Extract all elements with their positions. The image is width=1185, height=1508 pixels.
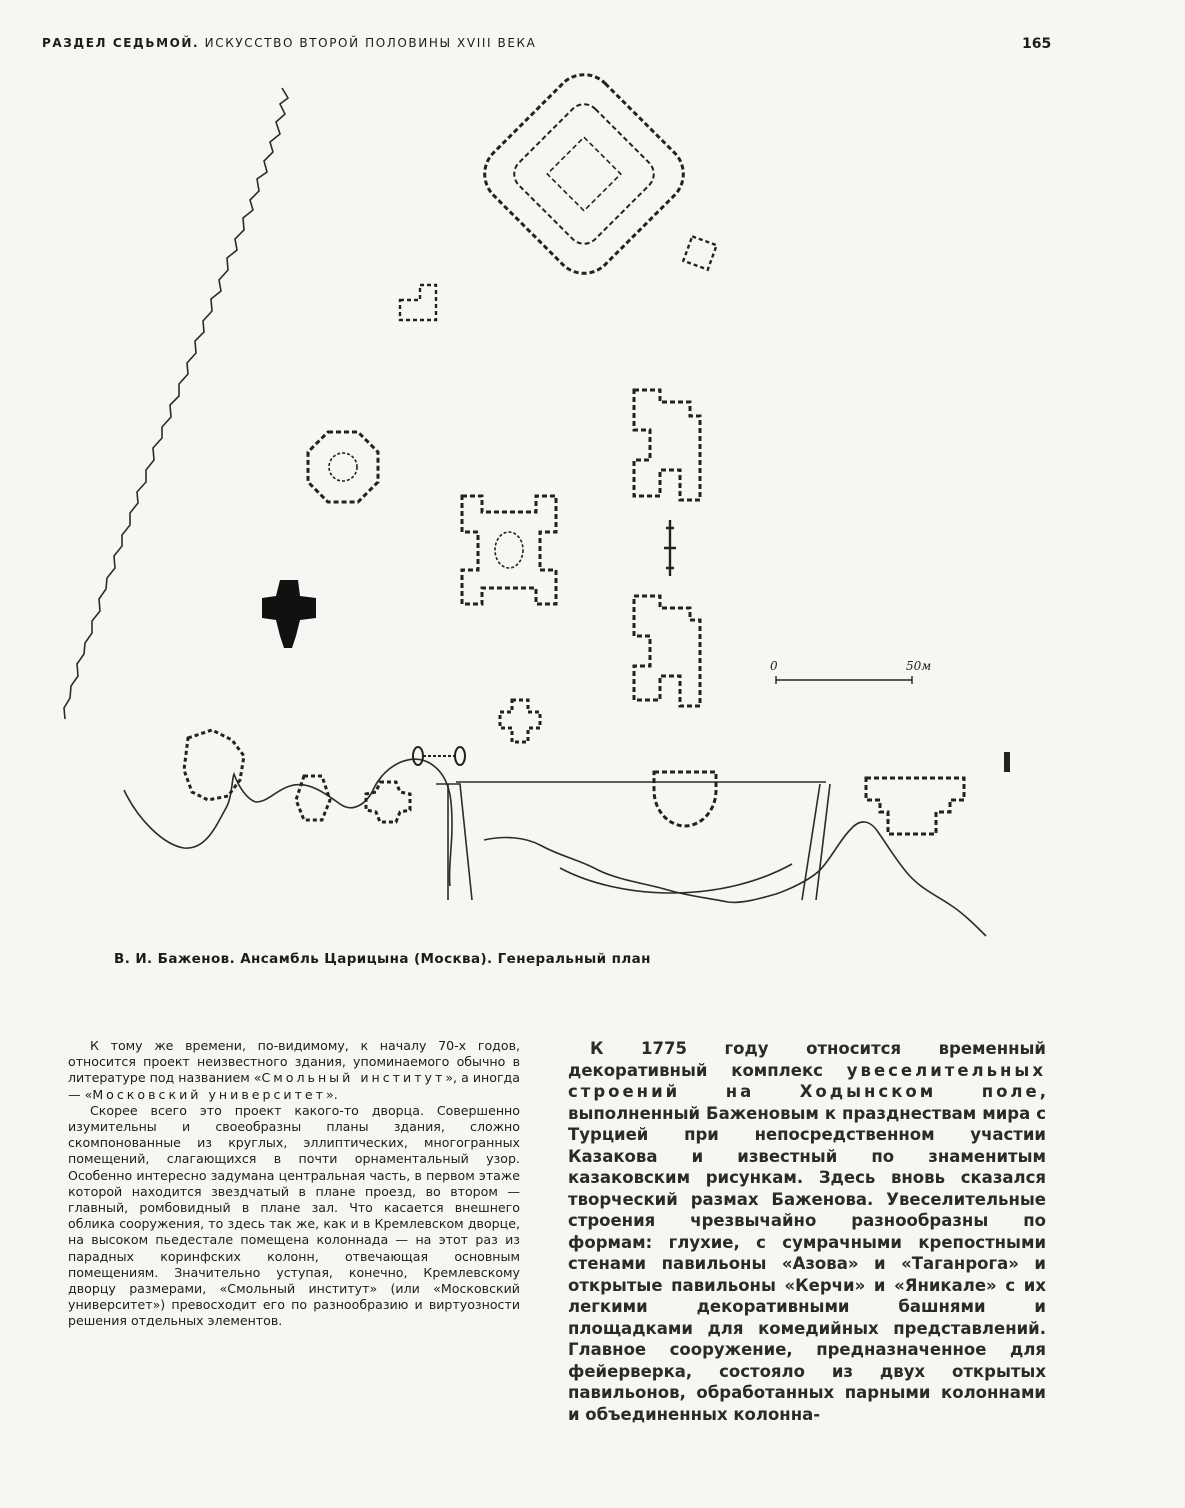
east-outbuilding xyxy=(866,778,964,834)
site-plan-figure xyxy=(0,60,1185,960)
text-run: ». xyxy=(326,1086,338,1102)
l-shaped-pavilion xyxy=(400,285,436,320)
right-paragraph xyxy=(568,1038,1046,1425)
section-label: РАЗДЕЛ СЕДЬМОЙ. xyxy=(42,36,200,50)
scale-end-label: 50м xyxy=(906,659,932,673)
spaced-title-smolny: Смольный институт xyxy=(261,1070,446,1086)
east-palace-north xyxy=(634,390,700,500)
right-column xyxy=(568,1038,1046,1425)
running-head xyxy=(42,36,536,50)
east-palace-south xyxy=(634,596,700,706)
figure-caption: В. И. Баженов. Ансамбль Царицына (Москва). Генеральный план xyxy=(114,951,651,967)
spaced-title-university: Московский университет xyxy=(92,1086,327,1102)
road-left xyxy=(436,784,472,900)
semicircular-bastion xyxy=(654,772,716,826)
cross-pavilion xyxy=(500,700,540,742)
gate-column xyxy=(664,520,676,576)
opera-house-plan xyxy=(184,730,244,800)
gate-pair xyxy=(413,747,465,765)
text-run: К 1775 году относится временный декоративный комплекс xyxy=(568,1039,1046,1080)
octagonal-pavilion xyxy=(308,432,378,502)
left-column xyxy=(68,1038,520,1330)
small-pavilion-ne xyxy=(683,236,716,269)
cross-palace-plan xyxy=(462,496,556,604)
scale-zero-label: 0 xyxy=(770,659,778,673)
text-run: К тому же времени, по-видимому, к началу 70-х годов, относится проект неизвестного здания, упоминаемого обычно в литературе под названием « xyxy=(68,1038,520,1086)
church-solid-plan xyxy=(262,580,316,648)
small-pavilion-sw xyxy=(296,776,330,820)
text-run: , выполненный Баженовым к празднествам мира с Турцией при непосредственном участии Казакова и известный по знаменитым казаковским рисункам. Здесь вновь сказался творческий размах Баженова. Увеселительные строения чрезвычайно разнообразны по формам: глухие, с сумрачными крепостными стенами павильоны «Азова» и «Таганрога» и открытые павильоны «Керчи» и «Яникале» с их легкими декоративными башнями и площадками для комедийных представлений. Главное сооружение, предназначенное для фейерверка, состояло из двух открытых павильонов, обработанных парными колоннами и объединенных колонна- xyxy=(568,1082,1046,1424)
bread-house-plan xyxy=(472,62,695,285)
page-number: 165 xyxy=(1022,36,1052,52)
spaced-title-khodynka: увеселительных строений на Ходынском поле xyxy=(568,1060,1046,1101)
marker-post xyxy=(1004,752,1010,772)
left-paragraph-1 xyxy=(68,1038,520,1103)
shore-line-right xyxy=(484,822,986,936)
left-paragraph-2: Скорее всего это проект какого-то дворца. Совершенно изумительны и своеобразны планы здания, сложно скомпонованные из круглых, эллиптических, многогранных помещений, слагающихся в почти орнаментальный узор. Особенно интересно задумана центральная часть, в первом этаже которой находится звездчатый в плане проезд, во втором — главный, ромбовидный в плане зал. Что касается внешнего облика сооружения, то здесь так же, как и в Кремлевском дворце, на высоком пьедестале помещена колоннада — на этот раз из парадных коринфских колонн, отвечающая основным помещениям. Значительно уступая, конечно, Кремлевскому дворцу размерами, «Смольный институт» (или «Московский университет») превосходит его по разнообразию и виртуозности решения отдельных элементов. xyxy=(68,1102,520,1329)
star-pavilion xyxy=(366,782,410,822)
text-run: », а иногда — « xyxy=(68,1070,520,1102)
section-title: ИСКУССТВО ВТОРОЙ ПОЛОВИНЫ XVIII ВЕКА xyxy=(204,36,537,50)
river-bank-west xyxy=(64,88,288,719)
shore-line xyxy=(124,759,452,886)
scale-bar xyxy=(776,676,912,684)
road-right xyxy=(802,784,830,900)
